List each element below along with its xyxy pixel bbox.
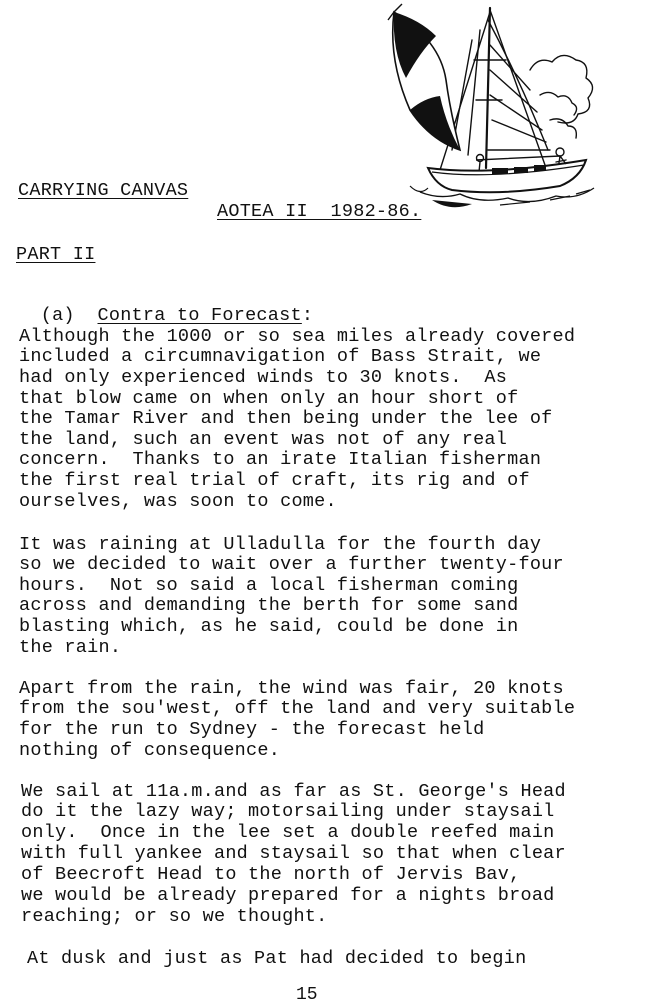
- text-line: only. Once in the lee set a double reefed main: [21, 822, 555, 843]
- document-subtitle: AOTEA II 1982-86.: [217, 201, 422, 222]
- text-line: the rain.: [19, 637, 122, 658]
- text-line: We sail at 11a.m.and as far as St. George's Head: [21, 781, 566, 802]
- text-line: nothing of consequence.: [19, 740, 281, 761]
- section-colon: :: [301, 304, 314, 326]
- text-line: It was raining at Ulladulla for the fourth day: [19, 534, 542, 555]
- text-line: blasting which, as he said, could be done in: [19, 616, 519, 637]
- text-line: the first real trial of craft, its rig and of: [19, 470, 530, 491]
- text-line: ourselves, was soon to come.: [19, 491, 337, 512]
- text-line: Apart from the rain, the wind was fair, 20 knots: [19, 678, 564, 699]
- text-line: had only experienced winds to 30 knots. As: [19, 367, 508, 388]
- text-line: Although the 1000 or so sea miles already covered: [19, 326, 576, 347]
- text-line: that blow came on when only an hour short of: [19, 388, 519, 409]
- section-title: Contra to Forecast: [97, 304, 302, 326]
- text-line: hours. Not so said a local fisherman coming: [19, 575, 519, 596]
- section-marker: (a): [40, 304, 75, 326]
- text-line: we would be already prepared for a nights broad: [21, 885, 555, 906]
- text-line: the land, such an event was not of any real: [19, 429, 508, 450]
- document-title: CARRYING CANVAS: [18, 180, 189, 201]
- text-line: do it the lazy way; motorsailing under staysail: [21, 801, 555, 822]
- text-line: concern. Thanks to an irate Italian fisherman: [19, 449, 542, 470]
- text-line: so we decided to wait over a further twenty-four: [19, 554, 564, 575]
- text-line: of Beecroft Head to the north of Jervis Bav,: [21, 864, 521, 885]
- part-heading: PART II: [16, 244, 96, 265]
- text-line: for the run to Sydney - the forecast held: [19, 719, 485, 740]
- text-line: included a circumnavigation of Bass Strait, we: [19, 346, 542, 367]
- text-line: with full yankee and staysail so that when clear: [21, 843, 566, 864]
- section-heading: [18, 288, 313, 325]
- sailboat-illustration: [380, 0, 610, 215]
- page-number: 15: [296, 985, 318, 1005]
- text-line: At dusk and just as Pat had decided to begin: [27, 948, 527, 969]
- text-line: across and demanding the berth for some sand: [19, 595, 519, 616]
- text-line: the Tamar River and then being under the lee of: [19, 408, 553, 429]
- text-line: from the sou'west, off the land and very suitable: [19, 698, 576, 719]
- text-line: reaching; or so we thought.: [21, 906, 328, 927]
